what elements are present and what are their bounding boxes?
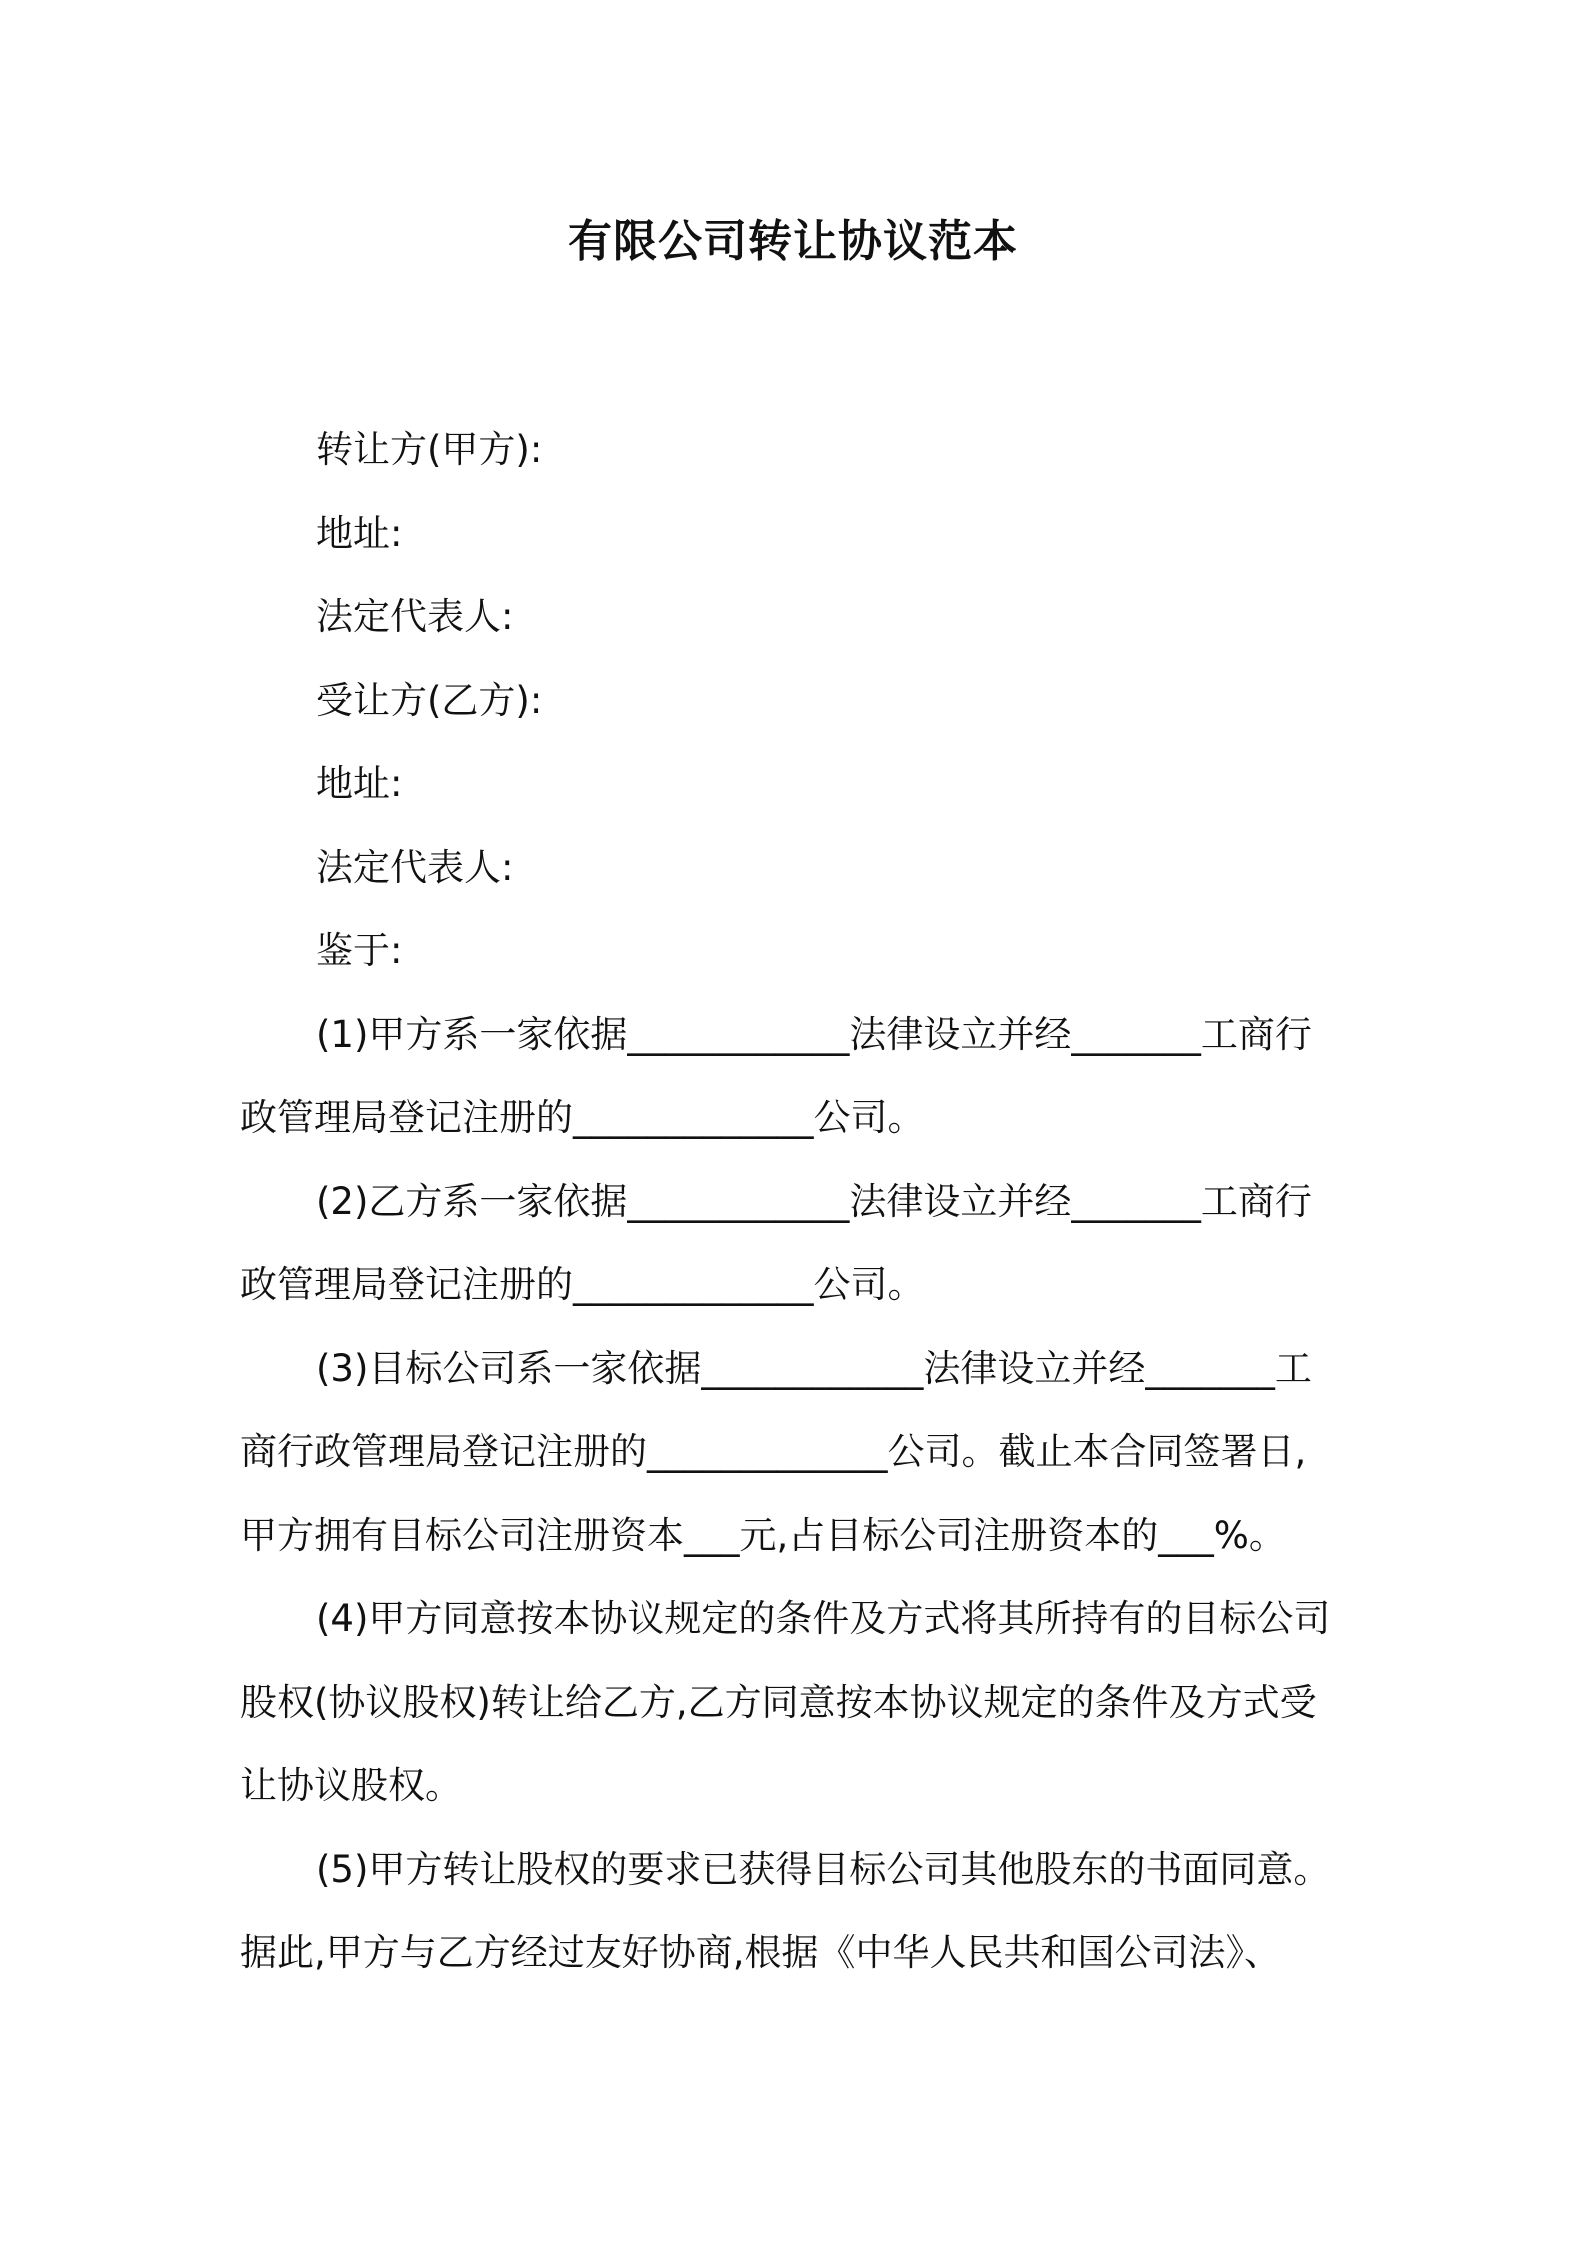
- clause-3-line-3: 甲方拥有目标公司注册资本___元,占目标公司注册资本的___%。: [240, 1513, 1286, 1557]
- clause-2-line-1: (2)乙方系一家依据____________法律设立并经_______工商行: [316, 1179, 1312, 1223]
- transferee-address-label: 地址:: [316, 762, 403, 805]
- transferor-label: 转让方(甲方):: [316, 428, 543, 471]
- clause-4-line-2: 股权(协议股权)转让给乙方,乙方同意按本协议规定的条件及方式受: [240, 1680, 1317, 1724]
- transferee-representative-label: 法定代表人:: [316, 845, 514, 889]
- clause-2-line-2: 政管理局登记注册的_____________公司。: [240, 1263, 925, 1306]
- clause-4-line-3: 让协议股权。: [240, 1764, 462, 1807]
- transferee-label: 受让方(乙方):: [316, 678, 543, 722]
- clause-5-line-1: (5)甲方转让股权的要求已获得目标公司其他股东的书面同意。: [316, 1847, 1331, 1891]
- clause-4-line-1: (4)甲方同意按本协议规定的条件及方式将其所持有的目标公司: [316, 1597, 1331, 1640]
- clause-3-line-2: 商行政管理局登记注册的_____________公司。截止本合同签署日,: [240, 1430, 1307, 1473]
- clause-3-line-1: (3)目标公司系一家依据____________法律设立并经_______工: [316, 1346, 1312, 1390]
- agreement-basis-line: 据此,甲方与乙方经过友好协商,根据《中华人民共和国公司法》、: [240, 1931, 1282, 1974]
- document-title: 有限公司转让协议范本: [568, 216, 1018, 267]
- clause-1-line-2: 政管理局登记注册的_____________公司。: [240, 1096, 925, 1139]
- clause-1-line-1: (1)甲方系一家依据____________法律设立并经_______工商行: [316, 1012, 1312, 1056]
- transferor-address-label: 地址:: [316, 511, 403, 555]
- whereas-heading: 鉴于:: [316, 929, 403, 972]
- transferor-representative-label: 法定代表人:: [316, 595, 514, 638]
- document-body: [240, 408, 1354, 1995]
